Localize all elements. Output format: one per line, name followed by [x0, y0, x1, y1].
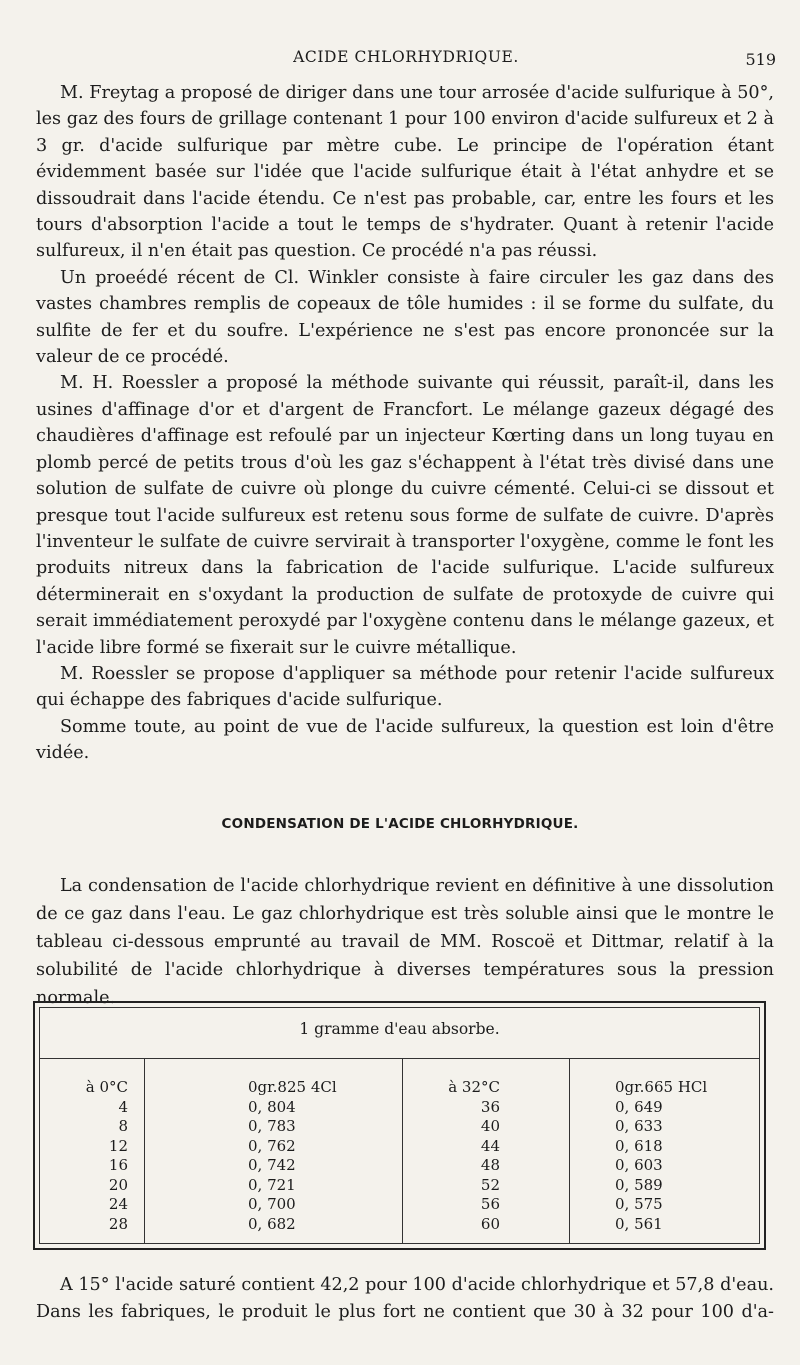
paragraph: A 15° l'acide saturé contient 42,2 pour 100 d'acide chlorhydrique et 57,8 d'eau. Dans les fabriques, le produit le plus fort ne contient que 30 à 32 pour 100 d'a-	[36, 1275, 774, 1322]
table-cell: 4	[118, 1097, 128, 1116]
table-cell: 0, 682	[248, 1214, 296, 1233]
table-cell: 0, 721	[248, 1175, 296, 1194]
paragraph: M. H. Roessler a proposé la méthode suivante qui réussit, paraît-il, dans les usines d'affinage d'or et d'argent de Francfort. Le mélange gazeux dégagé des chaudières d'affinage est refoulé par un injecteur Kœrting dans un long tuyau en plomb percé de petits trous d'où les gaz s'échappent à l'état très divisé dans une solution de sulfate de cuivre où plonge du cuivre cémenté. Celui-ci se dissout et presque tout l'acide sulfureux est retenu sous forme de sulfate de cuivre. D'après l'inventeur le sulfate de cuivre servirait à transporter l'oxygène, comme le font les produits nitreux dans la fabrication de l'acide sulfurique. L'acide sulfureux déterminerait en s'oxydant la production de sulfate de protoxyde de cuivre qui serait immédiatement peroxydé par l'oxygène contenu dans le mélange gazeux, et l'acide libre formé se fixerait sur le cuivre métallique.	[36, 373, 774, 658]
table-cell: 36	[480, 1097, 500, 1116]
section-body	[36, 872, 774, 1012]
table-header-rule	[40, 1058, 759, 1059]
table-cell: 0, 783	[248, 1117, 296, 1135]
table-cell: 24	[108, 1195, 128, 1213]
table-cell: 0, 589	[615, 1175, 663, 1194]
running-title: ACIDE CHLORHYDRIQUE.	[293, 48, 519, 66]
column-divider	[144, 1058, 145, 1243]
table-cell: 0, 804	[248, 1097, 296, 1116]
column-divider	[569, 1058, 570, 1243]
table-caption: 1 gramme d'eau absorbe.	[299, 1020, 500, 1038]
paragraph: Un proeédé récent de Cl. Winkler consiste à faire circuler les gaz dans des vastes chambres remplis de copeaux de tôle humides : il se forme du sulfate, du sulfite de fer et du soufre. L'expérience ne s'est pas encore prononcée sur la valeur de ce procédé.	[36, 267, 774, 368]
table-cell: 52	[480, 1175, 500, 1194]
table-cell: 44	[480, 1136, 500, 1155]
table-cell: 48	[480, 1156, 500, 1174]
table-cell: 0, 618	[615, 1136, 663, 1155]
table-cell: 20	[108, 1175, 128, 1194]
paragraph: M. Roessler se propose d'appliquer sa méthode pour retenir l'acide sulfureux qui échappe des fabriques d'acide sulfurique.	[36, 663, 774, 711]
table-cell: à 32°C	[448, 1078, 500, 1096]
table-cell: 0, 561	[615, 1214, 663, 1233]
table-cell: 0, 603	[615, 1156, 663, 1174]
table-cell: 40	[480, 1117, 500, 1135]
table-cell: 0gr.665 HCl	[615, 1078, 708, 1096]
body-text	[36, 80, 774, 767]
table-cell: 60	[480, 1214, 500, 1233]
table-cell: 12	[108, 1136, 128, 1155]
table-cell: 28	[108, 1214, 128, 1233]
table-cell: 0, 575	[615, 1195, 663, 1213]
page-number: 519	[745, 50, 776, 69]
footer-text	[36, 1272, 774, 1326]
right-value-column	[615, 1078, 707, 1234]
table-frame	[39, 1007, 760, 1244]
column-divider	[402, 1058, 403, 1243]
table-cell: 0, 700	[248, 1195, 296, 1213]
section-title: CONDENSATION DE L'ACIDE CHLORHYDRIQUE.	[221, 816, 579, 832]
solubility-table	[33, 1001, 766, 1250]
table-cell: 16	[108, 1156, 128, 1174]
table-cell: 0, 649	[615, 1097, 663, 1116]
table-cell: 56	[480, 1195, 500, 1213]
left-temperature-column	[68, 1078, 128, 1234]
table-cell: 0, 742	[248, 1156, 296, 1174]
table-cell: à 0°C	[85, 1078, 128, 1096]
right-temperature-column	[440, 1078, 500, 1234]
table-cell: 0, 762	[248, 1136, 296, 1155]
table-cell: 8	[118, 1117, 128, 1135]
left-value-column	[248, 1078, 337, 1234]
paragraph: La condensation de l'acide chlorhydrique revient en définitive à une dissolution de ce gaz dans l'eau. Le gaz chlorhydrique est très soluble ainsi que le montre le tableau ci-dessous emprunté au travail de MM. Roscoë et Dittmar, relatif à la solubilité de l'acide chlorhydrique à diverses températures sous la pression normale.	[36, 876, 774, 1008]
table-cell: 0, 633	[615, 1117, 663, 1135]
page-header	[36, 48, 776, 72]
paragraph: Somme toute, au point de vue de l'acide sulfureux, la question est loin d'être vidée.	[36, 716, 774, 764]
paragraph: M. Freytag a proposé de diriger dans une tour arrosée d'acide sulfurique à 50°, les gaz des fours de grillage contenant 1 pour 100 environ d'acide sulfureux et 2 à 3 gr. d'acide sulfurique par mètre cube. Le principe de l'opération étant évidemment basée sur l'idée que l'acide sulfurique était à l'état anhydre et se dissoudrait dans l'acide étendu. Ce n'est pas probable, car, entre les fours et les tours d'absorption l'acide a tout le temps de s'hydrater. Quant à retenir l'acide sulfureux, il n'en était pas question. Ce procédé n'a pas réussi.	[36, 83, 774, 262]
table-cell: 0gr.825 4Cl	[248, 1078, 337, 1096]
